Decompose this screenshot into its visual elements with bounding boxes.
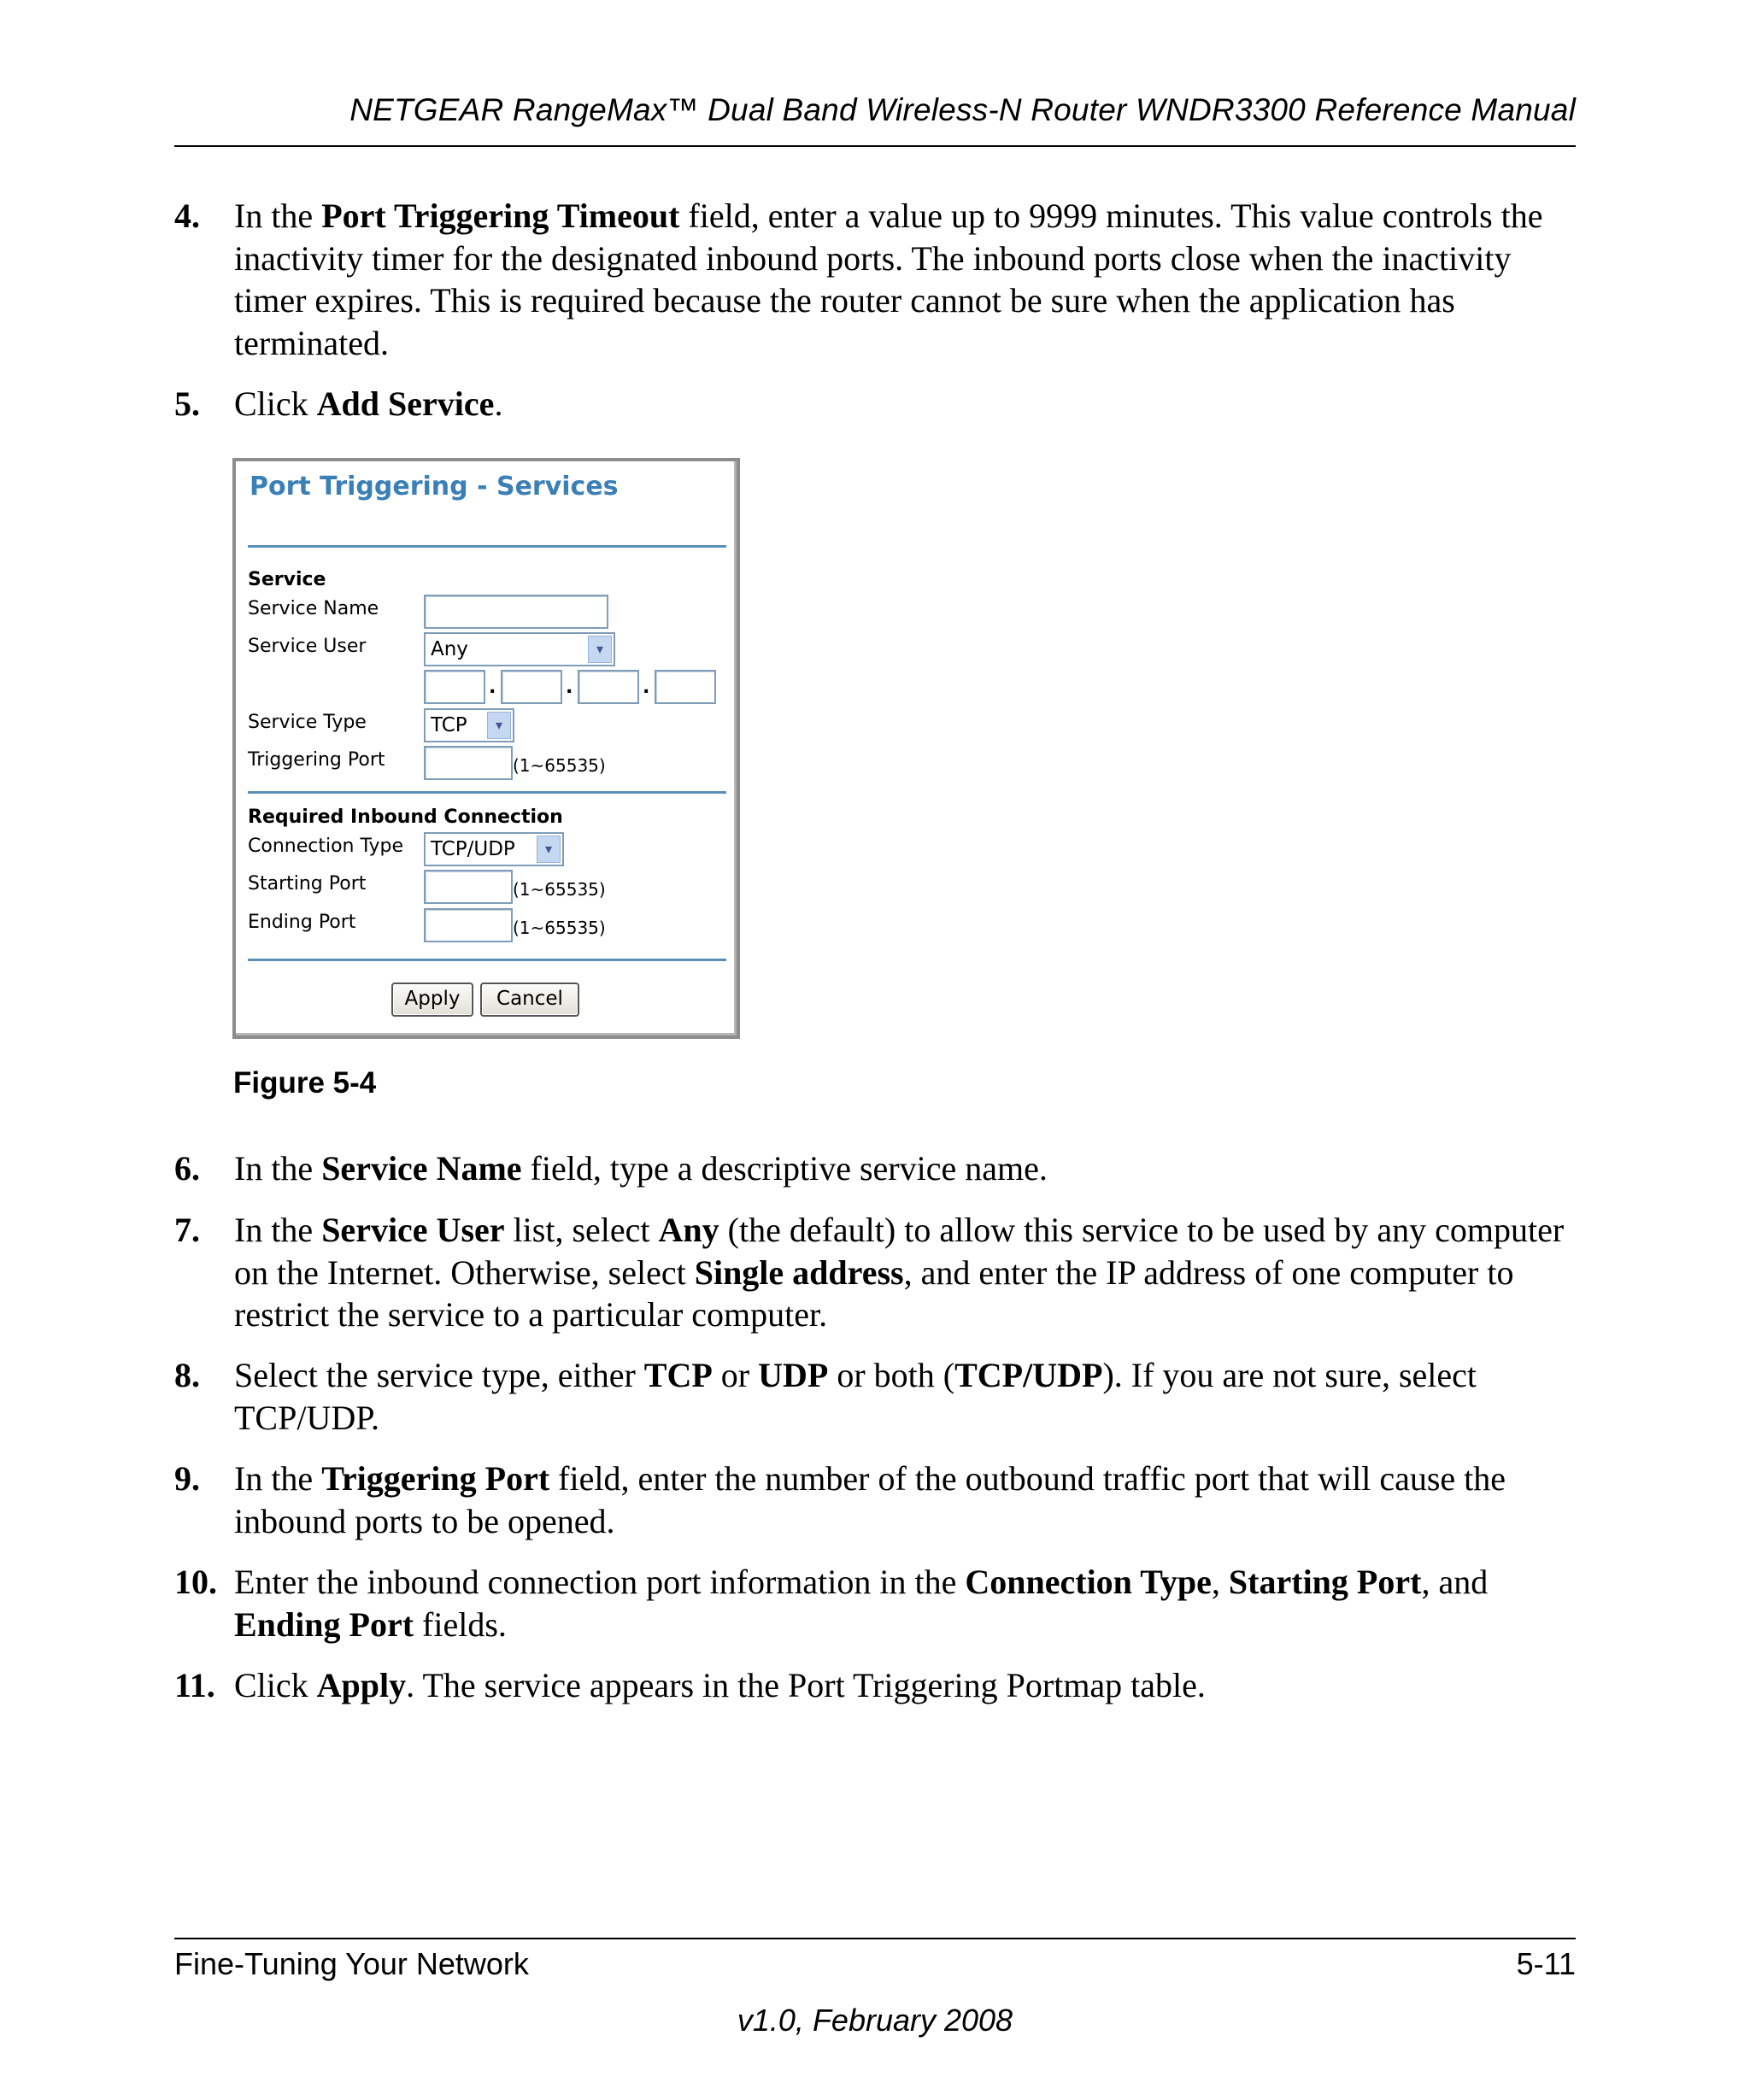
form-divider [248, 791, 726, 794]
selected-value: Any [431, 638, 468, 660]
option-name: TCP/UDP [954, 1356, 1103, 1394]
option-name: TCP [643, 1356, 713, 1394]
step-9 [174, 1458, 1576, 1542]
step-text: In the Triggering Port field, enter the number of the outbound traffic port that will cause the inbound ports to be opened. [234, 1459, 1506, 1540]
connection-type-select[interactable] [424, 832, 564, 866]
step-number: 4. [174, 197, 200, 235]
step-number: 5. [174, 384, 200, 423]
step-number: 8. [174, 1356, 200, 1394]
field-name: Service Name [321, 1149, 522, 1188]
form-title: Port Triggering - Services [250, 472, 619, 502]
port-range-hint: (1~65535) [513, 918, 606, 938]
ip-octet-2-input[interactable] [501, 670, 562, 704]
step-5 [174, 383, 1576, 425]
field-name: Triggering Port [321, 1459, 550, 1498]
step-10 [174, 1561, 1576, 1645]
option-name: Any [658, 1211, 719, 1249]
header-rule [174, 145, 1576, 147]
service-user-label: Service User [248, 636, 367, 657]
step-text: Click Add Service. [234, 384, 503, 423]
field-name: Starting Port [1228, 1563, 1422, 1601]
step-number: 9. [174, 1459, 200, 1498]
button-name: Apply [316, 1666, 407, 1704]
inbound-section-heading: Required Inbound Connection [248, 807, 563, 828]
ip-dot: . [566, 677, 573, 698]
footer-section-title: Fine-Tuning Your Network [174, 1946, 529, 1981]
chevron-down-icon: ▾ [537, 836, 561, 863]
cancel-button[interactable]: Cancel [480, 983, 579, 1017]
starting-port-input[interactable] [424, 870, 513, 904]
ip-dot: . [643, 677, 650, 698]
field-name: Port Triggering Timeout [321, 197, 680, 235]
ip-octet-3-input[interactable] [578, 670, 639, 704]
service-type-label: Service Type [248, 712, 367, 733]
step-text: In the Service Name field, type a descriptive service name. [234, 1149, 1048, 1188]
triggering-port-label: Triggering Port [248, 749, 385, 771]
step-8 [174, 1354, 1576, 1439]
step-4 [174, 195, 1576, 364]
field-name: Service User [321, 1211, 505, 1249]
step-number: 11. [174, 1666, 215, 1704]
ip-octet-1-input[interactable] [424, 670, 485, 704]
ending-port-label: Ending Port [248, 912, 356, 933]
footer-page-number: 5-11 [1516, 1946, 1576, 1981]
step-number: 10. [174, 1563, 217, 1601]
service-name-label: Service Name [248, 598, 379, 619]
chevron-down-icon: ▾ [588, 636, 612, 663]
step-number: 6. [174, 1149, 200, 1188]
service-section-heading: Service [248, 569, 326, 590]
form-divider [248, 545, 726, 548]
step-11 [174, 1664, 1576, 1707]
footer-version: v1.0, February 2008 [737, 2003, 1013, 2038]
option-name: Single address [694, 1252, 904, 1292]
button-name: Add Service [316, 384, 495, 423]
step-text: In the Port Triggering Timeout field, enter a value up to 9999 minutes. This value controls the inactivity timer for the designated inbound ports. The inbound ports close when the inactivity timer expires. This is required because the router cannot be sure when the application has terminated. [234, 197, 1543, 362]
figure-caption: Figure 5-4 [233, 1066, 377, 1100]
service-type-select[interactable] [424, 708, 514, 742]
chevron-down-icon: ▾ [487, 712, 511, 739]
port-range-hint: (1~65535) [513, 879, 606, 900]
port-range-hint: (1~65535) [513, 755, 606, 776]
footer-rule [174, 1938, 1576, 1939]
step-6 [174, 1147, 1576, 1190]
ip-octet-4-input[interactable] [655, 670, 716, 704]
step-text: Select the service type, either TCP or UDP or both (TCP/UDP). If you are not sure, select TCP/UDP. [234, 1356, 1477, 1437]
service-user-select[interactable] [424, 632, 615, 666]
step-text: Click Apply. The service appears in the Port Triggering Portmap table. [234, 1666, 1206, 1704]
field-name: Ending Port [234, 1604, 414, 1644]
selected-value: TCP/UDP [431, 838, 515, 860]
ending-port-input[interactable] [424, 908, 513, 942]
step-text: In the Service User list, select Any (the default) to allow this service to be used by any computer on the Internet. Otherwise, select Single address, and enter the IP address of one computer to restrict the service to a particular computer. [234, 1211, 1565, 1334]
step-7 [174, 1209, 1576, 1336]
connection-type-label: Connection Type [248, 836, 404, 857]
selected-value: TCP [431, 714, 467, 736]
field-name: Connection Type [965, 1563, 1212, 1601]
triggering-port-input[interactable] [424, 746, 513, 780]
service-name-input[interactable] [424, 595, 608, 629]
step-text: Enter the inbound connection port information in the Connection Type, Starting Port, and Ending Port fields. [234, 1563, 1489, 1644]
apply-button[interactable]: Apply [391, 983, 473, 1017]
option-name: UDP [758, 1356, 829, 1394]
ip-dot: . [489, 677, 496, 698]
form-divider [248, 959, 726, 961]
starting-port-label: Starting Port [248, 873, 367, 895]
step-number: 7. [174, 1211, 200, 1249]
port-triggering-services-form [232, 458, 740, 1039]
running-header: NETGEAR RangeMax™ Dual Band Wireless-N Router WNDR3300 Reference Manual [349, 92, 1576, 127]
